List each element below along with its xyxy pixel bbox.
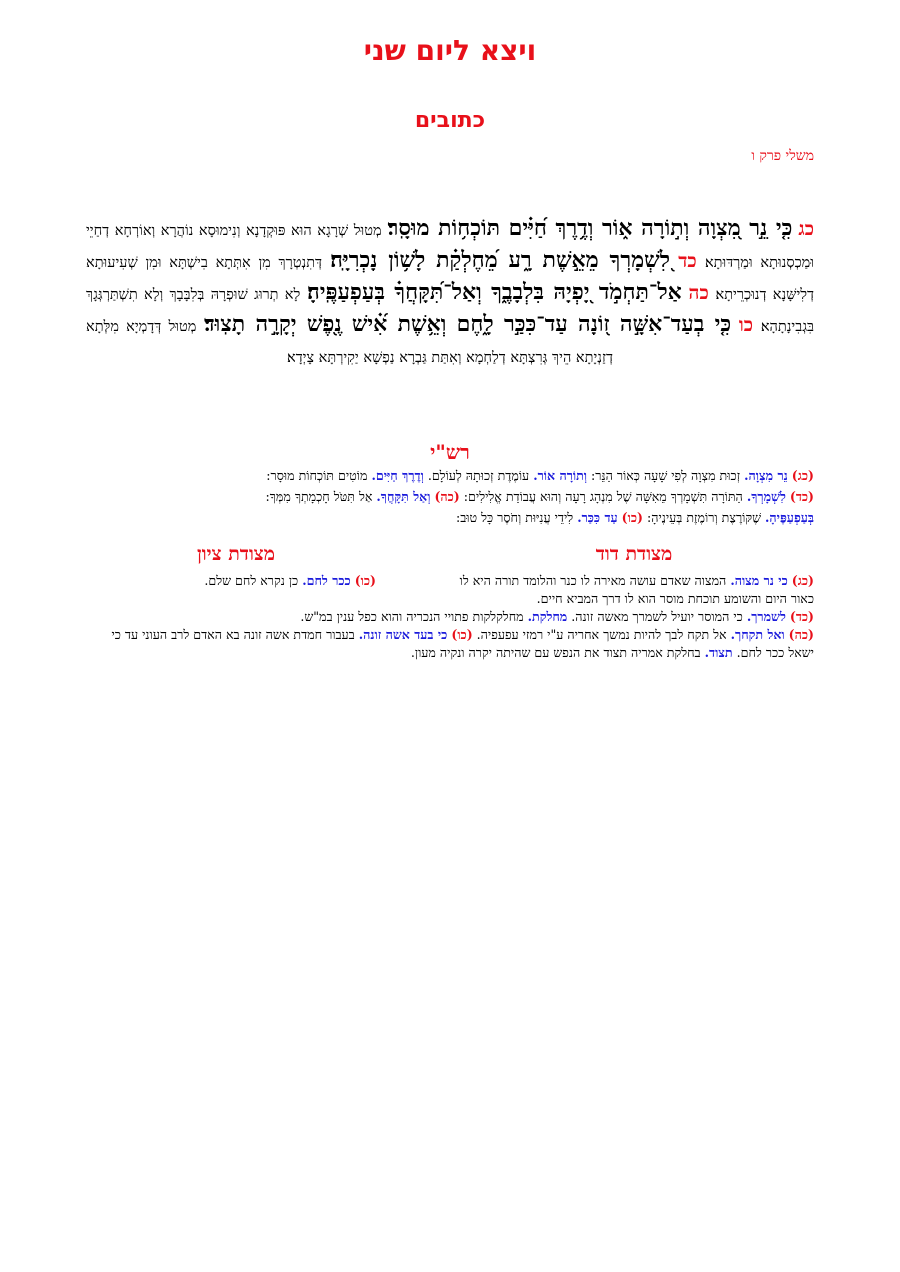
dovid-text: אל תקח לבך להיות נמשך אחריה ע"י רמזי עפעפיה. <box>476 627 727 642</box>
zion-dibbur-hamatchil: ככר לחם. <box>302 573 351 588</box>
rashi-text: לִידֵי עֲנִיּוּת וְחֹסֶר כָּל טוּב: <box>455 510 574 525</box>
dovid-num: (כו) <box>451 627 473 642</box>
verse-hebrew: אַל־תַּחְמֹ֣ד יָ֭פְיָהּ בִּלְבָבֶ֑ךָ וְאַל־תִּ֝קָּחֲךָ֗ בְּעַפְעַפֶּֽיהָ׃ <box>307 279 682 305</box>
chapter-label: משלי פרק ו <box>751 148 814 164</box>
dovid-text: בחלקת אמריה תצוד את הנפש עם שהיתה יקרה ונקיה מעון. <box>410 645 701 660</box>
rashi-entry <box>428 468 587 483</box>
verse-targum: לָא תְרוּג שׁוּפְרָהּ בְּלִבָּבָךְ וְלָא תִשְׁתַּרְגְּגָךְ בִּגְבִינָתָהָא׃ <box>86 287 814 335</box>
zion-num: (כו) <box>354 573 376 588</box>
dovid-entries <box>86 608 814 662</box>
dovid-entry <box>300 609 567 624</box>
verse-number: כג <box>798 218 814 240</box>
rashi-text: הַתּוֹרָה תִּשְׁמָרְךָ מֵאִשָּׁה שֶׁל מִנְהָג רָעָה וְהוּא עֲבוֹדַת אֱלִילִים: <box>463 489 743 504</box>
dovid-dibbur-hamatchil: לשמרך. <box>746 609 786 624</box>
verse-number: כה <box>688 282 709 304</box>
verse-hebrew: כִּ֤י נֵ֣ר מִ֭צְוָה וְת֣וֹרָה א֑וֹר וְדֶ֥רֶךְ חַ֝יִּ֗ים תּוֹכְח֥וֹת מוּסָֽר׃ <box>387 215 793 241</box>
zion-text: כן נקרא לחם שלם. <box>204 573 299 588</box>
rashi-num: (כו) <box>621 510 643 525</box>
metzudat-dovid-title: מצודת דוד <box>595 543 673 565</box>
rashi-text: עוֹמֶדֶת זְכוּתָהּ לְעוֹלָם. <box>427 468 530 483</box>
rashi-entry <box>266 468 424 483</box>
rashi-commentary <box>86 465 814 528</box>
verse-targum: דְּתִנְטְרָךְ מִן אִתְּתָא בִישְׁתָּא וּמִן שְׁעִיעוּתָא דְלִישָּׁנָא דְנוּכְרֵיתָא׃ <box>86 255 815 303</box>
dovid-entry <box>571 609 814 624</box>
metzudat-zion-title: מצודת ציון <box>196 543 276 565</box>
rashi-num: (כה) <box>434 489 460 504</box>
rashi-text: זְכוּת מִצְוָה לְפִי שָׁעָה כְּאוֹר הַנֵּר: <box>591 468 741 483</box>
rashi-dibbur-hamatchil: בְּעַפְעַפֶּיהָ. <box>765 510 814 525</box>
rashi-entry <box>591 468 814 483</box>
rashi-dibbur-hamatchil: לִשְׁמָרְךָ. <box>746 489 786 504</box>
verse-hebrew: לִ֭שְׁמָרְךָ מֵאֵ֣שֶׁת רָ֑ע מֵ֝חֶלְקַ֗ת לָשׁ֥וֹן נָכְרִיָּֽה׃ <box>330 247 671 273</box>
rashi-title: רש"י <box>430 440 470 464</box>
dovid-text: כי המוסר יועיל לשמרך מאשה זונה. <box>571 609 743 624</box>
verses-block <box>86 214 814 373</box>
dovid-entry <box>411 645 733 660</box>
verse-number: כד <box>678 250 697 272</box>
rashi-num: (כד) <box>789 489 814 504</box>
dovid-dibbur-hamatchil: כי נר מצוה. <box>730 573 788 588</box>
rashi-entry <box>456 510 643 525</box>
dovid-dibbur-hamatchil: כי בעד אשה זונה. <box>358 627 448 642</box>
section-title: כתובים <box>414 108 486 133</box>
rashi-dibbur-hamatchil: וְדֶרֶךְ חַיִּים. <box>371 468 424 483</box>
verse-targum: מְטוּל שְׁרָגָא הוּא פּוּקְדָנָא וְנִימוּסָא נוֹהֲרָא וְאוֹרְחָא דְחַיֵי וּמַכְסְנוּתָא וּמַרְדּוּתָא׃ <box>86 223 814 271</box>
dovid-num: (כג) <box>791 573 814 588</box>
verse-targum: מְטוּל דְּדָמְיָא מִלְּתָא דְזַנְיָתָא הֵיךְ גְּרִצְתָּא דְלַחְמָא וְאִתַּת גַּבְרָא נַפְשָׁא יַקִירְתָּא צָיְדָא׃ <box>86 319 613 366</box>
rashi-entry <box>265 489 459 504</box>
dovid-text: בעבור חמדת אשה זונה בא האדם לרב העוני עד כי ישאל ככר לחם. <box>111 627 814 660</box>
rashi-dibbur-hamatchil: וְאַל תִּקָּחֲךָ. <box>376 489 431 504</box>
verse-26 <box>86 311 754 366</box>
rashi-num: (כג) <box>791 468 814 483</box>
dovid-text: המצוה שאדם עושה מאירה לו כנר והלומד תורה היא לו כאור היום והשומע תוכחת מוסר הוא לו דרך המביא חיים. <box>459 573 814 606</box>
rashi-dibbur-hamatchil: נֵר מִצְוָה. <box>744 468 788 483</box>
rashi-entry <box>464 489 814 504</box>
dovid-entry-first <box>458 572 814 608</box>
dovid-num: (כה) <box>788 627 814 642</box>
rashi-text: אַל תִּטֹּל חָכְמָתְךָ מִמְּךָ: <box>265 489 373 504</box>
dovid-dibbur-hamatchil: תצוד. <box>704 645 733 660</box>
rashi-text: מוֹטִים תּוֹכְחוֹת מוּסָר: <box>266 468 368 483</box>
dovid-dibbur-hamatchil: ואל תקחך. <box>730 627 785 642</box>
verse-hebrew: כִּ֤י בְעַד־אִשָּׁ֣ה ז֭וֹנָה עַד־כִּכַּ֣ר לָ֑חֶם וְאֵ֥שֶׁת אִ֝֗ישׁ נֶ֖פֶשׁ יְקָרָ֣ה תָצֽוּד׃ <box>204 311 732 337</box>
rashi-entry <box>647 510 814 525</box>
rashi-text: שֶׁקּוֹרֶצֶת וְרוֹמֶזֶת בְּעֵינֶיהָ: <box>646 510 762 525</box>
dovid-text: מחלקלקות פתויי הנכריה והוא כפל ענין במ"ש. <box>300 609 524 624</box>
dovid-num: (כד) <box>789 609 814 624</box>
metzudat-dovid-commentary <box>86 572 814 662</box>
main-title: ויצא ליום שני <box>363 34 537 67</box>
dovid-dibbur-hamatchil: מחלקת. <box>527 609 568 624</box>
rashi-dibbur-hamatchil: וְתוֹרָה אוֹר. <box>533 468 588 483</box>
verse-number: כו <box>738 314 754 336</box>
rashi-dibbur-hamatchil: עַד כִּכַּר. <box>577 510 618 525</box>
dovid-entry <box>477 627 814 642</box>
